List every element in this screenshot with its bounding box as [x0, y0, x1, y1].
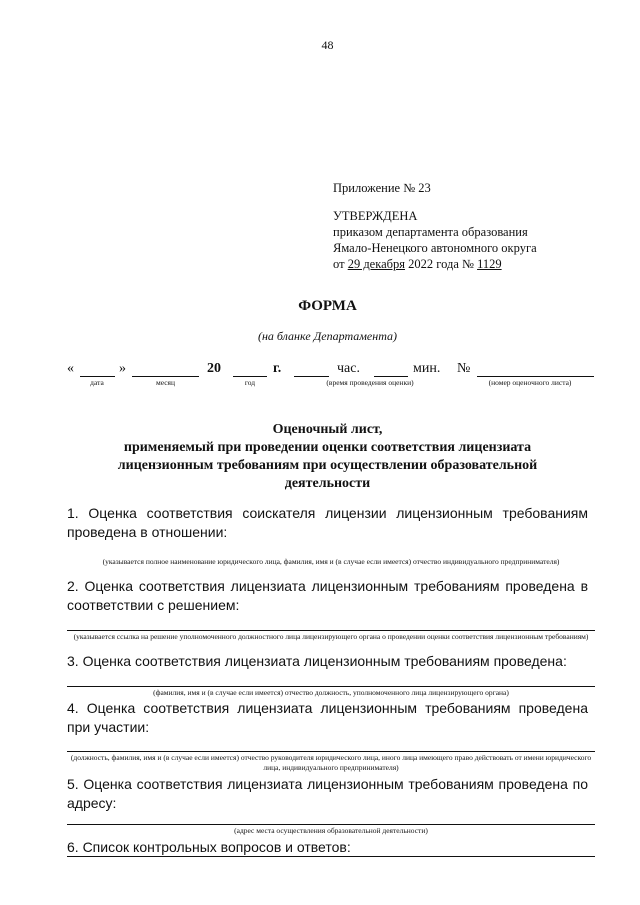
sheet-title — [0, 421, 640, 493]
sheet-title-line1: Оценочный лист, — [272, 422, 383, 437]
date-mid: 2022 года № — [405, 257, 478, 271]
caption-number: (номер оценочного листа) — [488, 378, 572, 387]
input-line-3[interactable] — [67, 686, 595, 687]
section-1: 1. Оценка соответствия соискателя лицензии лицензионным требованиям проведена в отношении: — [67, 505, 588, 540]
section-6-underline — [67, 856, 595, 857]
quote-open: « — [67, 361, 74, 376]
page-number: 48 — [321, 38, 334, 52]
hours-label: час. — [337, 361, 360, 376]
approval-line2: Ямало-Ненецкого автономного округа — [333, 241, 537, 255]
hint-2: (указывается ссылка на решение уполномоченного должностного лица лицензирующего органа о проведении оценки соответствия лицензионным требованиям) — [73, 632, 589, 641]
sheet-title-line4: деятельности — [284, 476, 371, 491]
minutes-label: мин. — [413, 361, 441, 376]
form-subtitle: (на бланке Департамента) — [257, 329, 398, 343]
input-line-2[interactable] — [67, 630, 595, 631]
hours-field[interactable] — [294, 376, 329, 377]
minutes-field[interactable] — [374, 376, 408, 377]
appendix-label: Приложение № 23 — [333, 181, 431, 195]
hint-3: (фамилия, имя и (в случае если имеется) отчество должность, уполномоченного лица лицензирующего органа) — [153, 688, 509, 697]
sheet-title-line3: лицензионным требованиям при осуществлении образовательной — [117, 458, 538, 473]
section-5: 5. Оценка соответствия лицензиата лицензионным требованиям проведена по адресу: — [67, 776, 588, 811]
year-suffix: г. — [273, 361, 282, 376]
hint-1: (указывается полное наименование юридического лица, фамилия, имя и (в случае если имеется) отчество индивидуального предпринимателя) — [102, 557, 560, 566]
approval-date: 29 декабря — [347, 257, 406, 271]
date-prefix: от — [333, 257, 348, 271]
month-field[interactable] — [132, 376, 199, 377]
year-field[interactable] — [233, 376, 267, 377]
input-line-5[interactable] — [67, 824, 595, 825]
order-number: 1129 — [477, 257, 502, 271]
hint-5: (адрес места осуществления образовательной деятельности) — [234, 826, 428, 835]
approved-label: УТВЕРЖДЕНА — [333, 209, 418, 223]
caption-time: (время проведения оценки) — [326, 378, 414, 387]
caption-month: месяц — [155, 378, 176, 387]
quote-close: » — [119, 361, 126, 376]
hint-4: (должность, фамилия, имя и (в случае если имеется) отчество руководителя юридического лица, иного лица имеющего право действовать от имени юридического лица, индивидуального предпринимателя) — [70, 753, 592, 772]
section-2: 2. Оценка соответствия лицензиата лицензионным требованиям проведена в соответствии с решением: — [67, 578, 588, 613]
approval-date-line — [333, 256, 502, 272]
number-sign: № — [457, 361, 471, 376]
caption-year: год — [244, 378, 256, 387]
sheet-title-line2: применяемый при проведении оценки соответствия лицензиата — [123, 440, 532, 455]
sheet-number-field[interactable] — [477, 376, 594, 377]
year-prefix: 20 — [207, 361, 221, 376]
section-4: 4. Оценка соответствия лицензиата лицензионным требованиям проведена при участии: — [67, 700, 588, 735]
day-field[interactable] — [80, 376, 115, 377]
caption-date: дата — [90, 378, 104, 387]
section-6: 6. Список контрольных вопросов и ответов: — [67, 839, 351, 855]
form-title: ФОРМА — [298, 298, 357, 314]
approval-line1: приказом департамента образования — [333, 225, 528, 239]
section-3: 3. Оценка соответствия лицензиата лицензионным требованиям проведена: — [67, 653, 567, 669]
input-line-4[interactable] — [67, 751, 595, 752]
